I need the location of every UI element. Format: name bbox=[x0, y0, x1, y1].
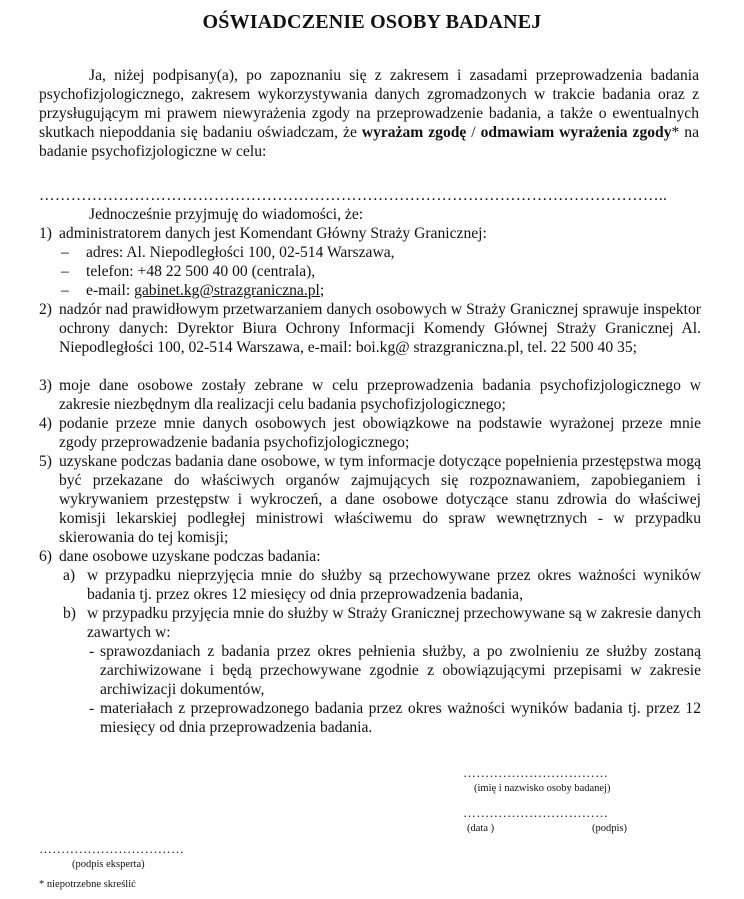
list-item-3 bbox=[39, 376, 701, 414]
contact-email bbox=[61, 281, 324, 300]
sub-item-a bbox=[63, 566, 701, 604]
phone-text: telefon: +48 22 500 40 00 (centrala), bbox=[86, 263, 316, 280]
item-number: 6) bbox=[39, 548, 52, 565]
dash-mark: – bbox=[61, 244, 69, 261]
sub-item-mark: b) bbox=[63, 605, 76, 622]
refusal-option: odmawiam wyrażenia zgody bbox=[480, 124, 672, 141]
list-item-4 bbox=[39, 414, 701, 452]
document-title: OŚWIADCZENIE OSOBY BADANEJ bbox=[202, 11, 542, 33]
item-number: 1) bbox=[39, 225, 52, 242]
bullet-mark: - bbox=[89, 700, 95, 717]
sub-item-mark: a) bbox=[63, 567, 76, 584]
bullet-text: materiałach z przeprowadzonego badania przez okres ważności wyników badania tj. przez 12 miesięcy od dnia przeprowadzenia badania. bbox=[100, 700, 701, 736]
signature-caption: (podpis) bbox=[592, 823, 627, 834]
address-text: adres: Al. Niepodległości 100, 02-514 Warszawa, bbox=[86, 244, 395, 261]
purpose-fill-line: ……………………………………………………………………………………………………….. bbox=[39, 187, 668, 204]
expert-signature-caption: (podpis eksperta) bbox=[72, 859, 145, 870]
item-number: 2) bbox=[39, 301, 52, 318]
bullet-text: sprawozdaniach z badania przez okres pełnienia służby, a po zwolnieniu ze służby zostaną zarchiwizowane i będą przechowywane zgodnie z obowiązującymi przepisami w zakresie archiwizacji dokumentów, bbox=[100, 643, 701, 698]
email-line bbox=[86, 281, 324, 300]
list-item-2 bbox=[39, 300, 701, 357]
item-text: dane osobowe uzyskane podczas badania: bbox=[59, 548, 321, 565]
email-link[interactable]: gabinet.kg@strazgraniczna.pl bbox=[134, 282, 320, 299]
list-item-1 bbox=[39, 224, 701, 243]
sub-item-text: w przypadku nieprzyjęcia mnie do służby są przechowywane przez okres ważności wyników badania tj. przez okres 12 miesięcy od dnia przeprowadzenia badania, bbox=[87, 567, 701, 603]
list-item-6 bbox=[39, 547, 701, 566]
sub-item-b bbox=[63, 604, 701, 642]
contact-address bbox=[61, 243, 395, 262]
item-number: 4) bbox=[39, 415, 52, 432]
date-caption: (data ) bbox=[467, 823, 495, 834]
item-text: nadzór nad prawidłowym przetwarzaniem danych osobowych w Straży Granicznej sprawuje inspektor ochrony danych: Dyrektor Biura Ochrony Informacji Komendy Głównej Straży Granicznej Al. Niepodległości 100, 02-514 Warszawa, e-mail: boi.kg@ strazgraniczna.pl, tel. 22 500 40 35; bbox=[59, 301, 701, 356]
bullet-reports bbox=[89, 642, 701, 699]
intro-text-start: Ja, niżej podpisany(a), po zapoznaniu się z zakresem i zasadami przeprowadzenia badania psychofizjologicznego, zakresem wykorzystywania danych zgromadzonych w trakcie badania oraz z przysługującym mi prawem niewyrażenia zgody na przeprowadzenie badania, a także o ewentualnych skutkach niepoddania się badaniu oświadczam, że bbox=[39, 67, 699, 141]
item-number: 3) bbox=[39, 377, 52, 394]
email-suffix: ; bbox=[319, 282, 325, 299]
item-text: podanie przeze mnie danych osobowych jest obowiązkowe na podstawie wyrażonej przeze mnie zgody przeprowadzenie badania psychofizjologicznego; bbox=[59, 415, 701, 451]
sub-item-text: w przypadku przyjęcia mnie do służby w Straży Granicznej przechowywane są w zakresie danych zawartych w: bbox=[87, 605, 701, 641]
intro-text-end: * na badanie psychofizjologiczne w celu: bbox=[39, 124, 699, 160]
consent-option: wyrażam zgodę bbox=[361, 124, 467, 141]
dash-mark: – bbox=[61, 282, 69, 299]
acknowledgement-heading: Jednocześnie przyjmuję do wiadomości, że: bbox=[89, 206, 364, 223]
item-text: uzyskane podczas badania dane osobowe, w tym informacje dotyczące popełnienia przestępstwa mogą być przekazane do właściwych organów zajmujących się rozpoznawaniem, zapobieganiem i wykrywaniem przestępstw i wykroczeń, a dane osobowe dotyczące stanu zdrowia do właściwej komisji lekarskiej podległej ministrowi właściwemu do spraw wewnętrznych - w przypadku skierowania do tej komisji; bbox=[59, 453, 701, 546]
date-signature-line: …………………………… bbox=[463, 805, 609, 820]
dash-mark: – bbox=[61, 263, 69, 280]
bullet-mark: - bbox=[89, 643, 95, 660]
email-prefix: e-mail: bbox=[86, 282, 135, 299]
bullet-materials bbox=[89, 699, 701, 737]
name-signature-caption: (imię i nazwisko osoby badanej) bbox=[474, 783, 611, 794]
expert-signature-line: …………………………… bbox=[39, 841, 185, 856]
item-text: administratorem danych jest Komendant Główny Straży Granicznej: bbox=[59, 225, 487, 242]
item-text: moje dane osobowe zostały zebrane w celu przeprowadzenia badania psychofizjologicznego w zakresie niezbędnym dla realizacji celu badania psychofizjologicznego; bbox=[59, 377, 701, 413]
footnote: * niepotrzebne skreślić bbox=[39, 879, 136, 890]
option-separator: / bbox=[466, 124, 481, 141]
list-item-5 bbox=[39, 452, 701, 547]
name-signature-line: …………………………… bbox=[463, 765, 609, 780]
contact-phone bbox=[61, 262, 315, 281]
intro-paragraph bbox=[39, 66, 699, 161]
item-number: 5) bbox=[39, 453, 52, 470]
